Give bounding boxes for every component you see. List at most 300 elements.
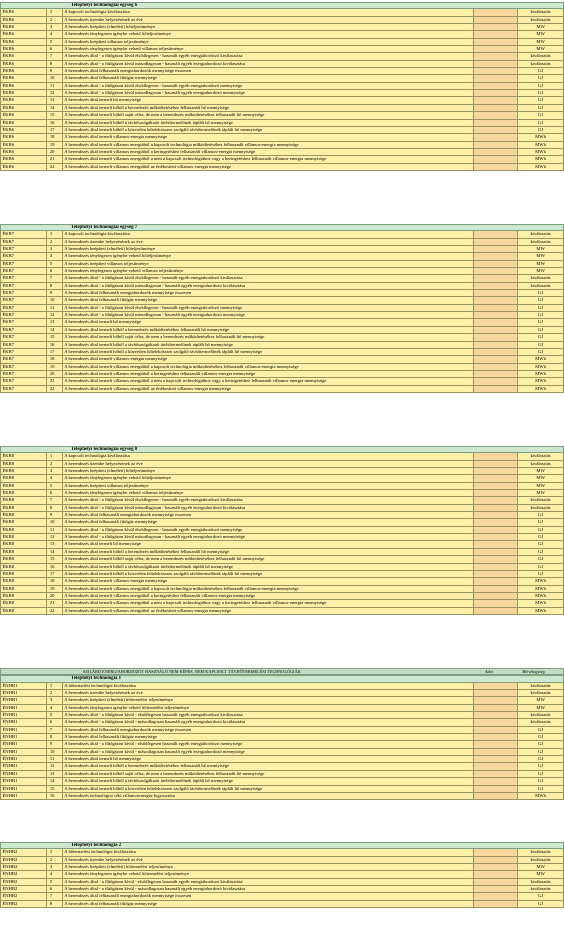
row-number: 3: [47, 246, 63, 252]
row-number: 11: [47, 83, 63, 89]
row-code: ÉKB6: [1, 61, 47, 67]
row-value-input[interactable]: [474, 75, 518, 81]
row-description: A berendezés által termelt villamos energiából a keringetéshez felhasznált villamos-energia mennyisége: [63, 149, 475, 155]
row-value-input[interactable]: [474, 253, 518, 259]
row-code: ÉKB8: [1, 541, 47, 547]
row-value-input[interactable]: [474, 312, 518, 318]
table-row: [0, 134, 564, 141]
row-number: 20: [47, 593, 63, 599]
row-value-input[interactable]: [474, 778, 518, 784]
row-unit: kiválasztás: [530, 690, 551, 696]
row-value-input[interactable]: [474, 283, 518, 289]
row-value-input[interactable]: [474, 17, 518, 23]
section-header: [0, 675, 564, 682]
row-code: ÉKB7: [1, 364, 47, 370]
row-number: 5: [47, 879, 63, 885]
row-value-input[interactable]: [474, 483, 518, 489]
row-description: A berendezés által - a fűtőgázon kívül - elsődlegesen használt egyéb energiahordozó kiválasztása: [63, 879, 475, 885]
row-value-input[interactable]: [474, 600, 518, 606]
row-value-input[interactable]: [474, 564, 518, 570]
table-row: [0, 519, 564, 526]
row-code: ÉKB6: [1, 68, 47, 74]
table-row: [0, 541, 564, 548]
row-number: 12: [47, 90, 63, 96]
table-row: [0, 593, 564, 600]
row-unit: kiválasztás: [530, 497, 551, 503]
row-value-input[interactable]: [474, 505, 518, 511]
row-code: ÉKB6: [1, 156, 47, 162]
row-description: A berendezés által termelt hő mennyisége: [63, 541, 475, 547]
row-value-input[interactable]: [474, 749, 518, 755]
row-unit: GJ: [538, 519, 544, 525]
row-description: A berendezés által - a fűtőgázon kívül másodlagosan - használt egyéb energiahordozó kiválasztása: [63, 505, 475, 511]
row-number: 14: [47, 778, 63, 784]
row-unit: GJ: [538, 741, 544, 747]
row-number: 5: [47, 39, 63, 45]
table-row: [0, 849, 564, 856]
row-unit: GJ: [538, 748, 544, 754]
row-number: 13: [47, 541, 63, 547]
row-value-input[interactable]: [474, 334, 518, 340]
row-number: 18: [47, 134, 63, 140]
row-description: A berendezés által termelt villamos energiából a nem a kapcsolt technológiához vagy a keringetéshez felhasznált villamos-energia mennyisége: [63, 378, 475, 384]
row-unit: kiválasztás: [530, 712, 551, 718]
table-row: [0, 246, 564, 253]
row-value-input[interactable]: [474, 578, 518, 584]
row-description: A berendezés által - a fűtőgázon kívül elsődlegesen - használt egyéb energiahordozó mennyisége: [63, 83, 475, 89]
row-value-input[interactable]: [474, 105, 518, 111]
row-value-input[interactable]: [474, 90, 518, 96]
row-value-input[interactable]: [474, 239, 518, 245]
table-row: [0, 149, 564, 156]
row-value-input[interactable]: [474, 549, 518, 555]
row-value-input[interactable]: [474, 290, 518, 296]
row-unit: MWh: [535, 578, 546, 584]
row-number: 3: [47, 468, 63, 474]
row-code: ÉNHB2: [1, 886, 47, 892]
row-unit: kiválasztás: [530, 878, 551, 884]
row-unit: MW: [536, 697, 545, 703]
row-unit: kiválasztás: [530, 282, 551, 288]
row-code: ÉKB6: [1, 83, 47, 89]
row-unit: kiválasztás: [530, 60, 551, 66]
row-number: 8: [47, 61, 63, 67]
table-row: [0, 763, 564, 770]
row-value-input[interactable]: [474, 593, 518, 599]
row-description: A berendezés által termelt hőből a közvetlen hőtelekösszes szolgáló távhőtermelőnek táplált hő mennyisége: [63, 571, 475, 577]
row-description: A berendezés által - a fűtőgázon kívül másodlagosan - használt egyéb energiahordozó mennyisége: [63, 312, 475, 318]
row-number: 6: [47, 46, 63, 52]
row-value-input[interactable]: [474, 246, 518, 252]
row-value-input[interactable]: [474, 453, 518, 459]
row-description: A berendezés által - a fűtőgázon kívül másodlagosan - használt egyéb energiahordozó kiválasztása: [63, 283, 475, 289]
row-unit: GJ: [538, 893, 544, 899]
row-code: ÉNHB2: [1, 857, 47, 863]
row-unit: MW: [536, 864, 545, 870]
row-number: 16: [47, 564, 63, 570]
row-code: ÉNHB2: [1, 849, 47, 855]
row-description: A berendezés által termelt hőből a távhőszolgáltatói távhőtermelőnek táplált hő mennyisége: [63, 120, 475, 126]
table-row: [0, 105, 564, 112]
row-number: 6: [47, 490, 63, 496]
table-row: [0, 483, 564, 490]
row-code: ÉNHB1: [1, 778, 47, 784]
table-row: [0, 334, 564, 341]
row-value-input[interactable]: [474, 512, 518, 518]
table-row: [0, 453, 564, 460]
table-row: [0, 786, 564, 793]
row-number: 2: [47, 857, 63, 863]
row-description: A berendezés által felhasznált fűtőgáz mennyisége: [63, 75, 475, 81]
row-unit: kiválasztás: [530, 53, 551, 59]
row-description: A berendezés által termelt hőből a berendezés működtetéséhez felhasznált hő mennyisége: [63, 763, 475, 769]
row-unit: GJ: [538, 570, 544, 576]
row-unit: MWh: [535, 592, 546, 598]
row-value-input[interactable]: [474, 497, 518, 503]
table-row: [0, 164, 564, 171]
row-unit: kiválasztás: [530, 856, 551, 862]
row-number: 22: [47, 164, 63, 170]
row-number: 5: [47, 483, 63, 489]
row-value-input[interactable]: [474, 275, 518, 281]
row-number: 1: [47, 231, 63, 237]
table-row: [0, 342, 564, 349]
row-code: ÉKB6: [1, 97, 47, 103]
row-value-input[interactable]: [474, 46, 518, 52]
row-code: ÉKB7: [1, 327, 47, 333]
row-code: ÉKB8: [1, 490, 47, 496]
row-description: A berendezés által termelt villamos-energia mennyisége: [63, 578, 475, 584]
row-value-input[interactable]: [474, 608, 518, 614]
row-unit: MW: [536, 482, 545, 488]
table-row: [0, 586, 564, 593]
row-value-input[interactable]: [474, 527, 518, 533]
row-value-input[interactable]: [474, 349, 518, 355]
table-row: [0, 53, 564, 60]
row-description: A berendezés által - a fűtőgázon kívül elsődlegesen - használt egyéb energiahordozó mennyisége: [63, 305, 475, 311]
row-number: 6: [47, 268, 63, 274]
row-unit: MW: [536, 260, 545, 266]
row-code: ÉKB8: [1, 512, 47, 518]
table-row: [0, 253, 564, 260]
row-value-input[interactable]: [474, 468, 518, 474]
row-value-input[interactable]: [474, 756, 518, 762]
row-number: 20: [47, 149, 63, 155]
table-row: [0, 871, 564, 878]
row-code: ÉNHB1: [1, 756, 47, 762]
row-value-input[interactable]: [474, 871, 518, 877]
row-value-input[interactable]: [474, 31, 518, 37]
table-row: [0, 697, 564, 704]
row-description: A berendezés ténylegesen igénybe vehető hőteljesítménye: [63, 253, 475, 259]
row-value-input[interactable]: [474, 268, 518, 274]
row-value-input[interactable]: [474, 697, 518, 703]
row-code: ÉKB6: [1, 127, 47, 133]
row-value-input[interactable]: [474, 786, 518, 792]
row-value-input[interactable]: [474, 886, 518, 892]
row-value-input[interactable]: [474, 9, 518, 15]
row-unit: GJ: [538, 763, 544, 769]
row-value-input[interactable]: [474, 763, 518, 769]
row-code: ÉKB8: [1, 571, 47, 577]
row-value-input[interactable]: [474, 719, 518, 725]
row-code: ÉNHB2: [1, 879, 47, 885]
row-value-input[interactable]: [474, 356, 518, 362]
row-code: ÉNHB1: [1, 683, 47, 689]
row-value-input[interactable]: [474, 24, 518, 30]
row-description: A berendezés által termelt hőből a távhőszolgáltatói távhőtermelőnek táplált hő mennyisége: [63, 778, 475, 784]
table-row: [0, 778, 564, 785]
row-number: 18: [47, 578, 63, 584]
row-number: 3: [47, 697, 63, 703]
row-value-input[interactable]: [474, 879, 518, 885]
row-unit: GJ: [538, 526, 544, 532]
row-value-input[interactable]: [474, 541, 518, 547]
row-code: ÉKB8: [1, 600, 47, 606]
row-description: A berendezés által - a fűtőgázon kívül elsődlegesen - használt egyéb energiahordozó kiválasztása: [63, 53, 475, 59]
row-code: ÉKB8: [1, 497, 47, 503]
table-row: [0, 90, 564, 97]
row-description: A berendezés ténylegesen igénybe vehető villamos teljesítménye: [63, 490, 475, 496]
row-description: A berendezés által felhasznált fűtőgáz mennyisége: [63, 297, 475, 303]
row-value-input[interactable]: [474, 305, 518, 311]
row-unit: GJ: [538, 778, 544, 784]
row-unit: MWh: [535, 378, 546, 384]
row-value-input[interactable]: [474, 586, 518, 592]
section-header: [0, 2, 564, 9]
row-code: ÉKB7: [1, 349, 47, 355]
row-description: A berendezés által termelt hőből saját célra, de nem a berendezés működtetéséhez felhasznált hő mennyisége: [63, 771, 475, 777]
row-unit: MWh: [535, 600, 546, 606]
row-code: ÉKB7: [1, 371, 47, 377]
row-value-input[interactable]: [474, 386, 518, 392]
row-description: A berendezés által termelt villamos energiából a keringetéshez felhasznált villamos-energia mennyisége: [63, 371, 475, 377]
table-row: [0, 578, 564, 585]
row-description: A berendezés által termelt villamos-energia mennyisége: [63, 134, 475, 140]
row-value-input[interactable]: [474, 556, 518, 562]
row-value-input[interactable]: [474, 490, 518, 496]
row-code: ÉNHB2: [1, 901, 47, 907]
row-number: 17: [47, 571, 63, 577]
row-unit: GJ: [538, 334, 544, 340]
table-row: [0, 879, 564, 886]
row-value-input[interactable]: [474, 342, 518, 348]
table-row: [0, 719, 564, 726]
section-block: [0, 2, 564, 171]
row-number: 10: [47, 749, 63, 755]
row-unit: MW: [536, 24, 545, 30]
row-number: 15: [47, 556, 63, 562]
row-value-input[interactable]: [474, 327, 518, 333]
row-value-input[interactable]: [474, 690, 518, 696]
row-value-input[interactable]: [474, 164, 518, 170]
row-number: 14: [47, 327, 63, 333]
row-unit: GJ: [538, 512, 544, 518]
table-row: [0, 261, 564, 268]
row-code: ÉKB8: [1, 593, 47, 599]
row-value-input[interactable]: [474, 793, 518, 799]
row-unit: MWh: [535, 356, 546, 362]
row-unit: MWh: [535, 156, 546, 162]
row-code: ÉKB7: [1, 253, 47, 259]
row-value-input[interactable]: [474, 364, 518, 370]
row-unit: MW: [536, 475, 545, 481]
row-unit: MWh: [535, 134, 546, 140]
row-value-input[interactable]: [474, 83, 518, 89]
row-value-input[interactable]: [474, 901, 518, 907]
row-unit: GJ: [538, 297, 544, 303]
row-number: 10: [47, 519, 63, 525]
table-row: [0, 705, 564, 712]
table-row: [0, 142, 564, 149]
row-number: 11: [47, 305, 63, 311]
row-unit: kiválasztás: [530, 16, 551, 22]
row-value-input[interactable]: [474, 475, 518, 481]
row-number: 8: [47, 505, 63, 511]
row-unit: kiválasztás: [530, 238, 551, 244]
row-number: 21: [47, 378, 63, 384]
row-code: ÉKB7: [1, 356, 47, 362]
table-row: [0, 756, 564, 763]
row-unit: MW: [536, 246, 545, 252]
row-number: 15: [47, 112, 63, 118]
row-number: 21: [47, 600, 63, 606]
row-value-input[interactable]: [474, 849, 518, 855]
row-value-input[interactable]: [474, 378, 518, 384]
row-unit: GJ: [538, 75, 544, 81]
row-code: ÉKB6: [1, 75, 47, 81]
row-number: 4: [47, 705, 63, 711]
row-value-input[interactable]: [474, 231, 518, 237]
row-code: ÉNHB2: [1, 871, 47, 877]
row-number: 8: [47, 734, 63, 740]
row-value-input[interactable]: [474, 142, 518, 148]
row-unit: GJ: [538, 112, 544, 118]
row-description: A berendezés által termelt hőből saját célra, de nem a berendezés működtetéséhez felhasznált hő mennyisége: [63, 556, 475, 562]
row-value-input[interactable]: [474, 39, 518, 45]
row-description: A berendezés által termelt villamos energiából az értékesített villamos-energia mennyisége: [63, 164, 475, 170]
row-description: A berendezés ténylegesen igénybe vehető hőteljesítménye: [63, 31, 475, 37]
row-unit: MW: [536, 268, 545, 274]
row-description: A kapcsolt technológia kiválasztása: [63, 9, 475, 15]
row-unit: GJ: [538, 126, 544, 132]
row-value-input[interactable]: [474, 120, 518, 126]
row-code: ÉNHB1: [1, 786, 47, 792]
row-value-input[interactable]: [474, 727, 518, 733]
row-description: A berendezés által - a fűtőgázon kívül elsődlegesen - használt egyéb energiahordozó mennyisége: [63, 527, 475, 533]
row-code: ÉNHB1: [1, 712, 47, 718]
row-value-input[interactable]: [474, 127, 518, 133]
row-description: A berendezés beépített (elméleti) hőtermelési teljesítménye: [63, 697, 475, 703]
row-unit: GJ: [538, 726, 544, 732]
row-unit: GJ: [538, 770, 544, 776]
row-value-input[interactable]: [474, 771, 518, 777]
row-unit: MWh: [535, 385, 546, 391]
row-value-input[interactable]: [474, 149, 518, 155]
row-number: 2: [47, 690, 63, 696]
row-value-input[interactable]: [474, 61, 518, 67]
row-description: A berendezés által felhasznált energiahordozók mennyisége összesen: [63, 512, 475, 518]
row-value-input[interactable]: [474, 97, 518, 103]
row-value-input[interactable]: [474, 261, 518, 267]
row-description: A berendezés beépített villamos teljesítménye: [63, 483, 475, 489]
row-code: ÉKB7: [1, 342, 47, 348]
section-block: [0, 668, 564, 800]
row-value-input[interactable]: [474, 734, 518, 740]
row-value-input[interactable]: [474, 319, 518, 325]
row-unit: MWh: [535, 363, 546, 369]
row-value-input[interactable]: [474, 156, 518, 162]
row-value-input[interactable]: [474, 534, 518, 540]
row-code: ÉKB6: [1, 134, 47, 140]
row-value-input[interactable]: [474, 864, 518, 870]
row-value-input[interactable]: [474, 134, 518, 140]
table-row: [0, 371, 564, 378]
row-value-input[interactable]: [474, 683, 518, 689]
row-description: A berendezés ténylegesen igénybe vehető hőtermelési teljesítménye: [63, 705, 475, 711]
row-code: ÉKB8: [1, 527, 47, 533]
table-row: [0, 793, 564, 800]
table-row: [0, 690, 564, 697]
row-value-input[interactable]: [474, 112, 518, 118]
row-unit: GJ: [538, 97, 544, 103]
row-description: A berendezés által felhasznált energiahordozók mennyisége összesen: [63, 893, 475, 899]
row-value-input[interactable]: [474, 571, 518, 577]
row-value-input[interactable]: [474, 519, 518, 525]
row-number: 20: [47, 371, 63, 377]
row-number: 3: [47, 24, 63, 30]
row-description: A berendezés ténylegesen igénybe vehető hőteljesítménye: [63, 475, 475, 481]
row-unit: GJ: [538, 341, 544, 347]
row-value-input[interactable]: [474, 461, 518, 467]
row-value-input[interactable]: [474, 857, 518, 863]
row-description: A berendezés beépített villamos teljesítménye: [63, 261, 475, 267]
row-description: A berendezés beépített (elméleti) hőtermelési teljesítménye: [63, 864, 475, 870]
row-description: A berendezés üzembe helyezésének az éve: [63, 17, 475, 23]
row-code: ÉKB8: [1, 564, 47, 570]
row-code: ÉNHB1: [1, 749, 47, 755]
table-row: [0, 600, 564, 607]
row-unit: kiválasztás: [530, 9, 551, 15]
row-value-input[interactable]: [474, 893, 518, 899]
row-value-input[interactable]: [474, 705, 518, 711]
banner-adat-label: Adat: [485, 669, 493, 674]
row-number: 22: [47, 608, 63, 614]
row-value-input[interactable]: [474, 53, 518, 59]
row-value-input[interactable]: [474, 741, 518, 747]
row-description: A berendezés által termelt hőből a távhőszolgáltatói távhőtermelőnek táplált hő mennyisége: [63, 564, 475, 570]
row-value-input[interactable]: [474, 68, 518, 74]
table-row: [0, 564, 564, 571]
row-value-input[interactable]: [474, 712, 518, 718]
row-number: 10: [47, 297, 63, 303]
row-description: A berendezés által termelt villamos energiából a kapcsolt technológia működtetéséhez felhasznált villamos-energia mennyisége: [63, 142, 475, 148]
row-number: 16: [47, 120, 63, 126]
row-unit: MW: [536, 31, 545, 37]
table-row: [0, 127, 564, 134]
row-description: A berendezés által termelt hőből a közvetlen hőtelekösszes szolgáló távhőtermelőnek táplált hő mennyisége: [63, 127, 475, 133]
row-unit: kiválasztás: [530, 886, 551, 892]
row-number: 9: [47, 290, 63, 296]
section-banner: [0, 668, 564, 675]
row-description: A berendezés üzembe helyezésének az éve: [63, 690, 475, 696]
row-description: A berendezés által termelt villamos energiából a kapcsolt technológia működtetéséhez felhasznált villamos-energia mennyisége: [63, 586, 475, 592]
row-code: ÉNHB1: [1, 719, 47, 725]
row-code: ÉKB7: [1, 261, 47, 267]
table-row: [0, 83, 564, 90]
row-value-input[interactable]: [474, 297, 518, 303]
row-value-input[interactable]: [474, 371, 518, 377]
